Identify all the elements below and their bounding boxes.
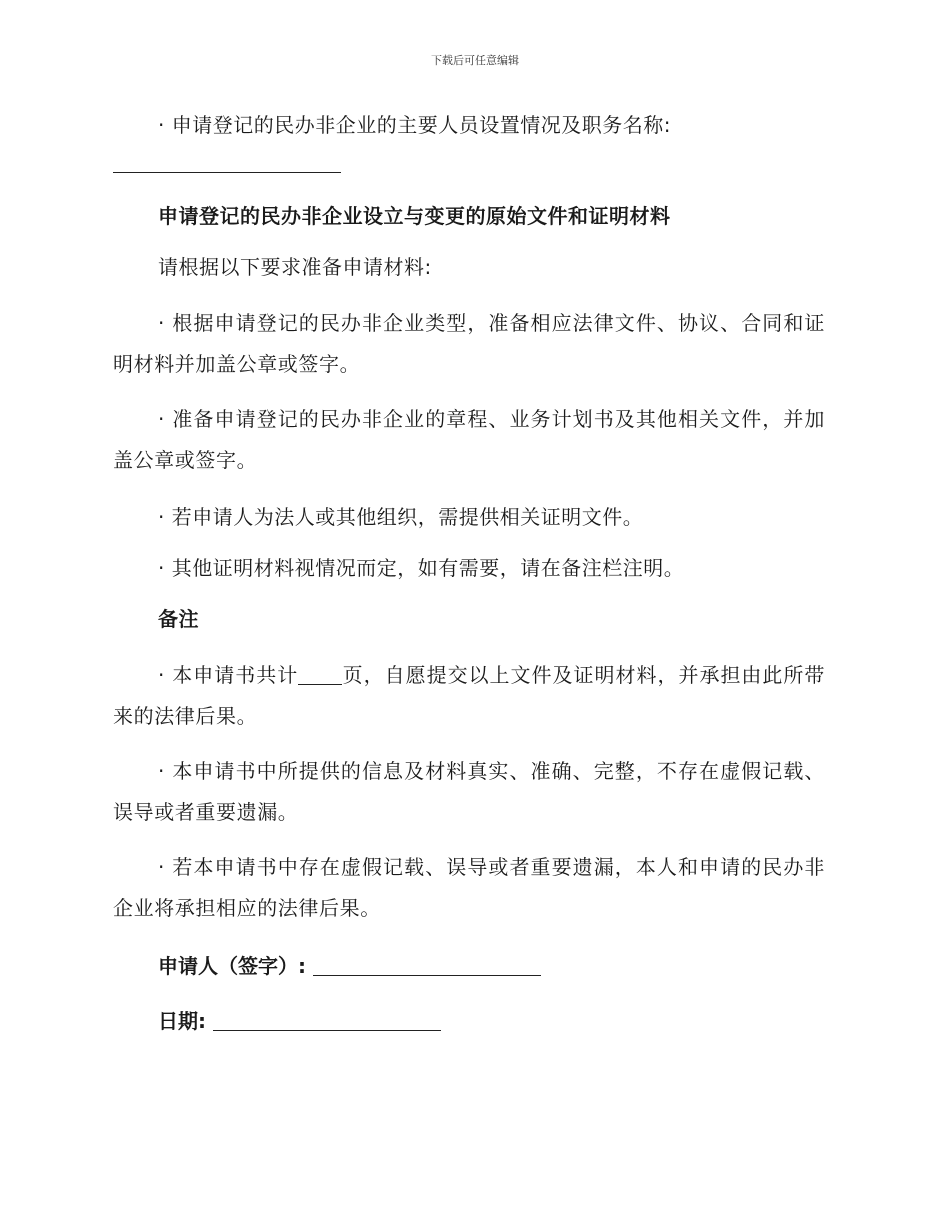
applicant-signature-blank[interactable] (313, 955, 541, 976)
remarks-item-3: · 若本申请书中存在虚假记载、误导或者重要遗漏，本人和申请的民办非企业将承担相应的法律后果。 (113, 855, 825, 920)
page-header-note: 下载后可任意编辑 (431, 54, 519, 67)
applicant-signature-row (113, 951, 825, 981)
materials-heading: 申请登记的民办非企业设立与变更的原始文件和证明材料 (158, 204, 671, 228)
staff-item: · 申请登记的民办非企业的主要人员设置情况及职务名称: (158, 113, 671, 137)
document-body (113, 110, 825, 1036)
materials-item-3: · 若申请人为法人或其他组织，需提供相关证明文件。 (158, 505, 644, 529)
staff-blank-line[interactable] (113, 172, 341, 173)
remarks-heading: 备注 (158, 607, 199, 631)
applicant-signature-label: 申请人（签字）: (158, 954, 306, 978)
materials-item-2: · 准备申请登记的民办非企业的章程、业务计划书及其他相关文件，并加盖公章或签字。 (113, 407, 825, 472)
materials-item-1: · 根据申请登记的民办非企业类型，准备相应法律文件、协议、合同和证明材料并加盖公章或签字。 (113, 311, 825, 376)
remarks-item-1-before: · 本申请书共计 (158, 663, 299, 687)
materials-intro: 请根据以下要求准备申请材料: (158, 255, 432, 279)
remarks-item-1 (113, 655, 825, 737)
date-label: 日期: (158, 1009, 206, 1033)
page-count-blank[interactable] (298, 664, 342, 685)
remarks-item-2: · 本申请书中所提供的信息及材料真实、准确、完整，不存在虚假记载、误导或者重要遗漏。 (113, 759, 825, 824)
date-row (113, 1006, 825, 1036)
materials-item-4: · 其他证明材料视情况而定，如有需要，请在备注栏注明。 (158, 556, 685, 580)
date-blank[interactable] (213, 1010, 441, 1031)
remarks-item-1-after: 页，自愿提交以上文件及证明材料，并承担由此所带来的法律后果。 (113, 663, 825, 728)
